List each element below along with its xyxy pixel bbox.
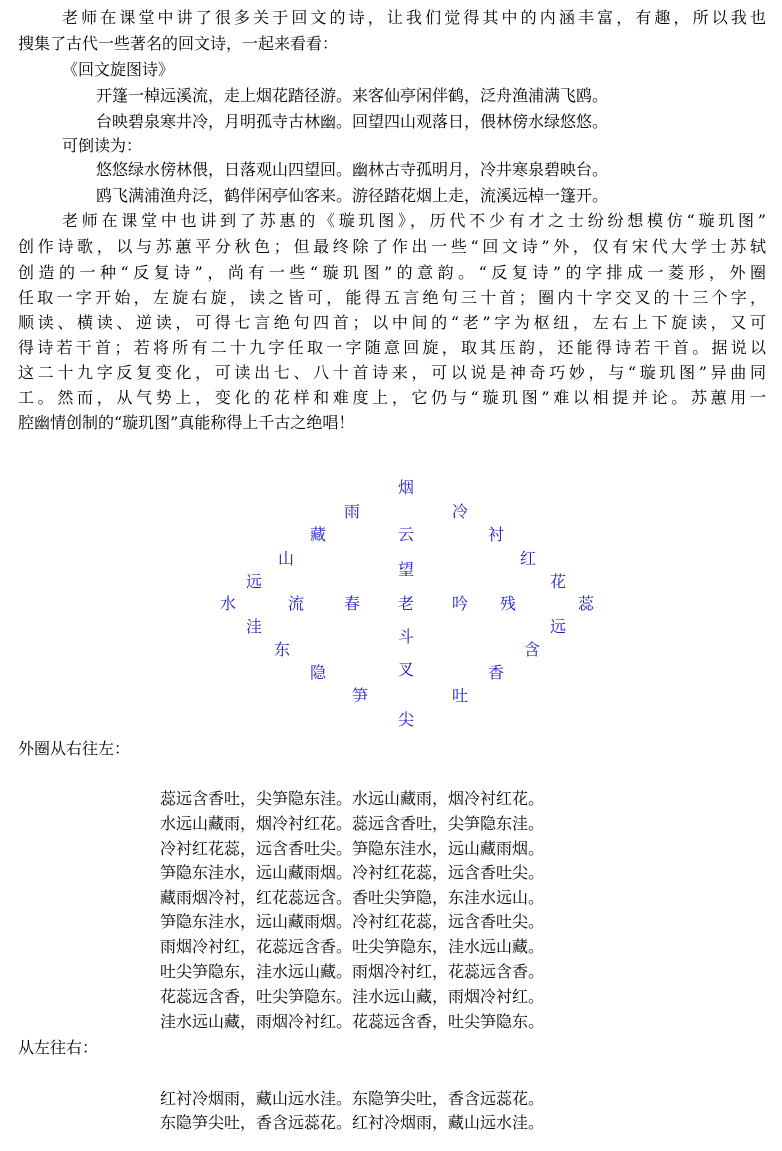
diamond-outer-char: 烟 <box>397 478 414 497</box>
para2-line-9: 腔幽情创制的“璇玑图”真能称得上千古之绝唱！ <box>18 413 355 432</box>
diamond-outer-char: 冷 <box>451 502 468 521</box>
rtl-verse-line: 洼水远山藏，雨烟冷衬红。花蕊远含香，吐尖笋隐东。 <box>160 1012 545 1031</box>
diamond-outer-char: 远 <box>245 572 262 591</box>
diamond-center-char: 老 <box>397 594 414 613</box>
reverse-line-1: 悠悠绿水傍林偎，日落观山四望回。幽林古寺孤明月，冷井寒泉碧映台。 <box>96 160 609 179</box>
para2-line-8: 工。然而，从气势上，变化的花样和难度上，它仍与“璇玑图”难以相提并论。苏蕙用一 <box>18 388 766 407</box>
rtl-verse-line: 水远山藏雨，烟冷衬红花。蕊远含香吐，尖笋隐东洼。 <box>160 814 545 833</box>
diamond-horizontal-char: 流 <box>287 594 304 613</box>
para2-line-1: 老师在课堂中也讲到了苏惠的《璇玑图》，历代不少有才之士纷纷想模仿“璇玑图” <box>62 211 766 230</box>
para2-line-2: 创作诗歌，以与苏蕙平分秋色；但最终除了作出一些“回文诗”外，仅有宋代大学士苏轼 <box>18 237 766 256</box>
rtl-verse-line: 吐尖笋隐东，洼水远山藏。雨烟冷衬红，花蕊远含香。 <box>160 962 545 981</box>
rtl-verse-line: 冷衬红花蕊，远含香吐尖。笋隐东洼水，远山藏雨烟。 <box>160 839 545 858</box>
rtl-verse-line: 蕊远含香吐，尖笋隐东洼。水远山藏雨，烟冷衬红花。 <box>160 789 545 808</box>
ltr-verse-line: 东隐笋尖吐，香含远蕊花。红衬冷烟雨，藏山远水洼。 <box>160 1113 545 1132</box>
rtl-verse-line: 笋隐东洼水，远山藏雨烟。冷衬红花蕊，远含香吐尖。 <box>160 863 545 882</box>
section-heading-left-to-right: 从左往右： <box>18 1038 99 1057</box>
para2-line-4: 任取一字开始，左旋右旋，读之皆可，能得五言绝句三十首；圈内十字交叉的十三个字， <box>18 288 766 307</box>
diamond-outer-char: 衬 <box>487 525 504 544</box>
para2-line-3: 创造的一种“反复诗”，尚有一些“璇玑图”的意韵。“反复诗”的字排成一菱形，外圈 <box>18 263 766 282</box>
rtl-verse-line: 雨烟冷衬红，花蕊远含香。吐尖笋隐东，洼水远山藏。 <box>160 937 545 956</box>
rtl-verse-line: 笋隐东洼水，远山藏雨烟。冷衬红花蕊，远含香吐尖。 <box>160 912 545 931</box>
diamond-outer-char: 笋 <box>351 686 368 705</box>
para2-line-7: 这二十九字反复变化，可读出七、八十首诗来，可以说是神奇巧妙，与“璇玑图”异曲同 <box>18 363 766 382</box>
reverse-label: 可倒读为： <box>62 136 143 155</box>
diamond-horizontal-char: 残 <box>499 594 516 613</box>
section-heading-right-to-left: 外圈从右往左： <box>18 739 131 758</box>
reverse-line-2: 鸥飞满浦渔舟泛，鹤伴闲亭仙客来。游径踏花烟上走，流溪远棹一篷开。 <box>96 186 609 205</box>
diamond-vertical-char: 云 <box>397 525 414 544</box>
diamond-outer-char: 蕊 <box>577 594 594 613</box>
poem-line-1: 开篷一棹远溪流，走上烟花踏径游。来客仙亭闲伴鹤，泛舟渔浦满飞鸥。 <box>96 86 609 105</box>
diamond-vertical-char: 叉 <box>397 660 414 679</box>
diamond-figure <box>0 470 782 730</box>
diamond-outer-char: 远 <box>549 617 566 636</box>
diamond-outer-char: 东 <box>273 640 290 659</box>
para2-line-6: 得诗若干首；若将所有二十九字任取一字随意回旋，取其压韵，还能得诗若干首。据说以 <box>18 338 766 357</box>
diamond-outer-char: 香 <box>487 663 504 682</box>
diamond-outer-char: 花 <box>549 572 566 591</box>
diamond-outer-char: 藏 <box>309 525 326 544</box>
diamond-horizontal-char: 吟 <box>451 594 468 613</box>
rtl-verse-line: 花蕊远含香，吐尖笋隐东。洼水远山藏，雨烟冷衬红。 <box>160 987 545 1006</box>
intro-line-1: 老师在课堂中讲了很多关于回文的诗，让我们觉得其中的内涵丰富，有趣，所以我也 <box>62 8 766 27</box>
diamond-outer-char: 含 <box>523 640 540 659</box>
ltr-verse-line: 红衬冷烟雨，藏山远水洼。东隐笋尖吐，香含远蕊花。 <box>160 1089 545 1108</box>
diamond-vertical-char: 斗 <box>397 627 414 646</box>
poem-line-2: 台映碧泉寒井冷，月明孤寺古林幽。回望四山观落日，偎林傍水绿悠悠。 <box>96 112 609 131</box>
intro-line-2: 搜集了古代一些著名的回文诗，一起来看看： <box>18 34 339 53</box>
diamond-horizontal-char: 春 <box>343 594 360 613</box>
diamond-outer-char: 吐 <box>451 686 468 705</box>
poem-title: 《回文旋图诗》 <box>62 60 175 79</box>
diamond-outer-char: 山 <box>277 549 294 568</box>
para2-line-5: 顺读、横读、逆读，可得七言绝句四首；以中间的“老”字为枢纽，左右上下旋读，又可 <box>18 313 766 332</box>
diamond-outer-char: 洼 <box>245 617 262 636</box>
diamond-outer-char: 水 <box>219 594 236 613</box>
diamond-outer-char: 尖 <box>397 710 414 729</box>
diamond-outer-char: 雨 <box>343 502 360 521</box>
diamond-outer-char: 隐 <box>309 663 326 682</box>
diamond-vertical-char: 望 <box>397 560 414 579</box>
rtl-verse-line: 藏雨烟冷衬，红花蕊远含。香吐尖笋隐，东洼水远山。 <box>160 888 545 907</box>
diamond-outer-char: 红 <box>519 549 536 568</box>
